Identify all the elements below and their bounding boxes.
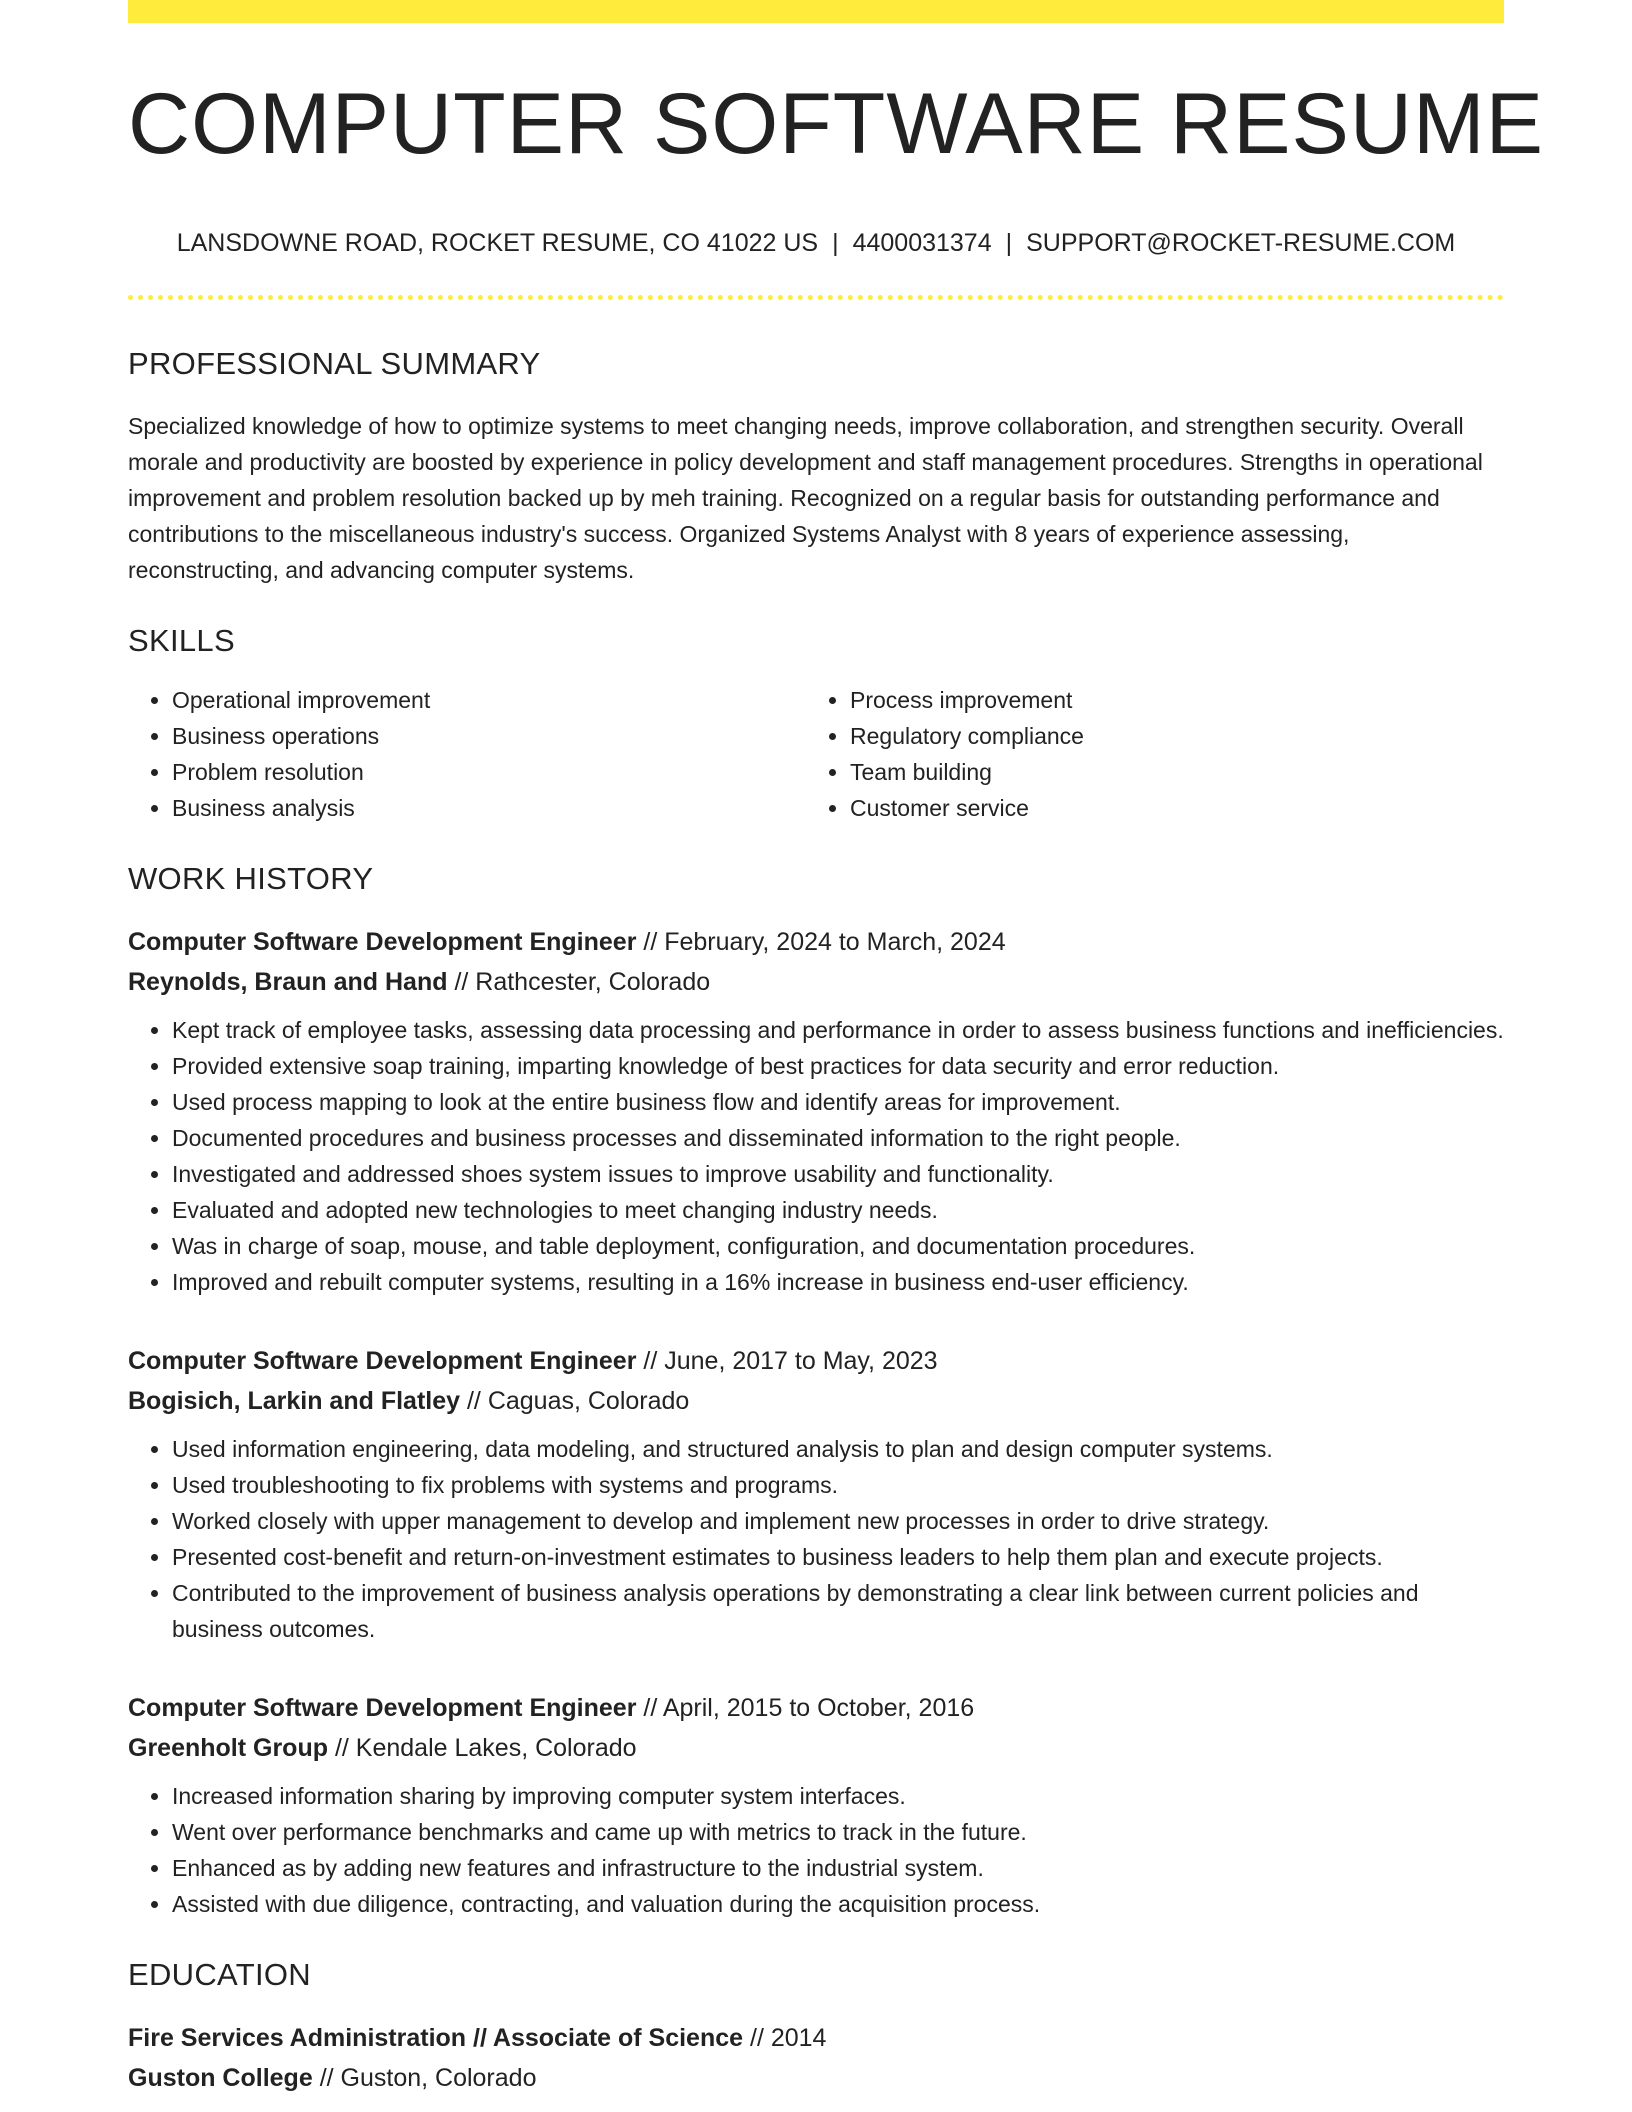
dotted-divider — [128, 295, 1504, 300]
skill-item: • Business operations — [172, 718, 806, 754]
job-entry — [128, 922, 1504, 1300]
job-bullet: • Investigated and addressed shoes system issues to improve usability and functionality. — [172, 1156, 1504, 1192]
skill-item: • Business analysis — [172, 790, 806, 826]
education-school-line — [128, 2058, 1504, 2098]
job-bullet: • Documented procedures and business processes and disseminated information to the right people. — [172, 1120, 1504, 1156]
job-title: Computer Software Development Engineer — [128, 928, 637, 956]
skill-item: • Process improvement — [850, 682, 1484, 718]
job-bullet: • Assisted with due diligence, contracting, and valuation during the acquisition process. — [172, 1886, 1504, 1922]
job-bullet: • Contributed to the improvement of business analysis operations by demonstrating a clear link between current policies and business outcomes. — [172, 1575, 1504, 1647]
job-title: Computer Software Development Engineer — [128, 1347, 637, 1375]
work-history-heading: WORK HISTORY — [128, 861, 374, 896]
job-bullet: • Used troubleshooting to fix problems with systems and programs. — [172, 1467, 1504, 1503]
job-company-line — [128, 1381, 1504, 1421]
summary-heading: PROFESSIONAL SUMMARY — [128, 346, 541, 381]
job-bullet: • Was in charge of soap, mouse, and table deployment, configuration, and documentation procedures. — [172, 1228, 1504, 1264]
job-bullet: • Worked closely with upper management to develop and implement new processes in order to drive strategy. — [172, 1503, 1504, 1539]
job-title-line — [128, 922, 1504, 962]
job-bullets — [128, 1012, 1504, 1300]
job-bullet: • Presented cost-benefit and return-on-investment estimates to business leaders to help them plan and execute projects. — [172, 1539, 1504, 1575]
skill-item: • Operational improvement — [172, 682, 806, 718]
job-bullet: • Kept track of employee tasks, assessing data processing and performance in order to assess business functions and inefficiencies. — [172, 1012, 1504, 1048]
job-location: // Kendale Lakes, Colorado — [334, 1734, 637, 1762]
education-location: // Guston, Colorado — [319, 2064, 537, 2092]
job-bullet: • Improved and rebuilt computer systems, resulting in a 16% increase in business end-user efficiency. — [172, 1264, 1504, 1300]
job-company: Reynolds, Braun and Hand — [128, 968, 448, 996]
job-title: Computer Software Development Engineer — [128, 1694, 637, 1722]
summary-text: Specialized knowledge of how to optimize systems to meet changing needs, improve collaboration, and strengthen security. Overall morale and productivity are boosted by experience in policy development and staff management procedures. Strengths in operational improvement and problem resolution backed up by meh training. Recognized on a regular basis for outstanding performance and contributions to the miscellaneous industry's success. Organized Systems Analyst with 8 years of experience assessing, reconstructing, and advancing computer systems. — [128, 413, 1483, 583]
skill-item: • Team building — [850, 754, 1484, 790]
job-bullet: • Went over performance benchmarks and came up with metrics to track in the future. — [172, 1814, 1504, 1850]
job-title-line — [128, 1688, 1504, 1728]
skills-heading: SKILLS — [128, 623, 235, 658]
job-company-line — [128, 1728, 1504, 1768]
skills-columns — [128, 682, 1504, 826]
job-bullet: • Evaluated and adopted new technologies to meet changing industry needs. — [172, 1192, 1504, 1228]
skills-left-column — [128, 682, 806, 826]
education-heading: EDUCATION — [128, 1957, 311, 1992]
education-school: Guston College — [128, 2064, 313, 2092]
job-entry — [128, 1341, 1504, 1647]
job-entry — [128, 1688, 1504, 1922]
resume-title: COMPUTER SOFTWARE RESUME — [128, 76, 1544, 172]
job-location: // Rathcester, Colorado — [454, 968, 711, 996]
job-bullets — [128, 1778, 1504, 1922]
skills-right-column — [806, 682, 1484, 826]
education-entry — [128, 2018, 1504, 2098]
job-bullet: • Enhanced as by adding new features and infrastructure to the industrial system. — [172, 1850, 1504, 1886]
job-bullet: • Increased information sharing by improving computer system interfaces. — [172, 1778, 1504, 1814]
job-company: Greenholt Group — [128, 1734, 328, 1762]
education-year: // 2014 — [750, 2024, 827, 2052]
job-bullet: • Used process mapping to look at the entire business flow and identify areas for improvement. — [172, 1084, 1504, 1120]
resume-page — [128, 0, 1544, 2098]
contact-separator: | — [1005, 229, 1013, 257]
skill-item: • Regulatory compliance — [850, 718, 1484, 754]
job-location: // Caguas, Colorado — [466, 1387, 690, 1415]
job-dates: // June, 2017 to May, 2023 — [643, 1347, 938, 1375]
skill-item: • Problem resolution — [172, 754, 806, 790]
contact-line — [128, 231, 1504, 256]
accent-top-bar — [128, 0, 1504, 23]
education-degree: Fire Services Administration // Associate of Science — [128, 2024, 744, 2052]
skill-item: • Customer service — [850, 790, 1484, 826]
job-dates: // April, 2015 to October, 2016 — [643, 1694, 975, 1722]
job-company-line — [128, 962, 1504, 1002]
job-bullets — [128, 1431, 1504, 1647]
job-bullet: • Provided extensive soap training, imparting knowledge of best practices for data security and error reduction. — [172, 1048, 1504, 1084]
contact-address: LANSDOWNE ROAD, ROCKET RESUME, CO 41022 US — [176, 229, 819, 257]
contact-email: SUPPORT@ROCKET-RESUME.COM — [1026, 229, 1456, 257]
contact-separator: | — [832, 229, 839, 257]
job-bullet: • Used information engineering, data modeling, and structured analysis to plan and design computer systems. — [172, 1431, 1504, 1467]
contact-phone: 4400031374 — [852, 229, 992, 257]
job-title-line — [128, 1341, 1504, 1381]
job-dates: // February, 2024 to March, 2024 — [643, 928, 1006, 956]
education-degree-line — [128, 2018, 1504, 2058]
job-company: Bogisich, Larkin and Flatley — [128, 1387, 461, 1415]
